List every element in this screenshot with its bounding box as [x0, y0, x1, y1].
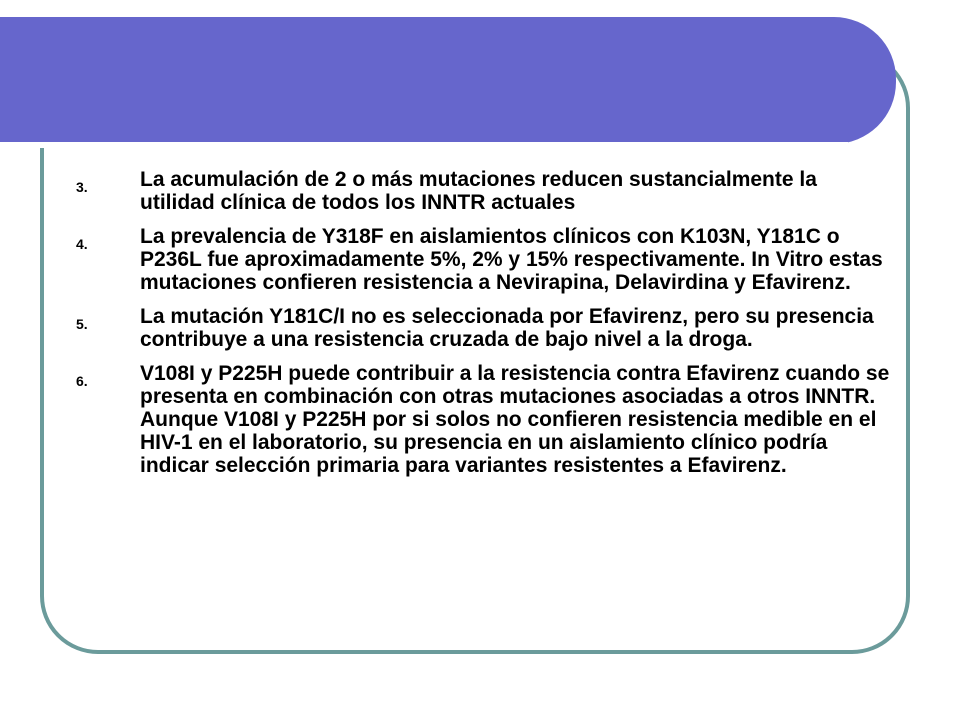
- item-number: 5.: [76, 316, 88, 332]
- item-number: 3.: [76, 179, 88, 195]
- item-number: 6.: [76, 373, 88, 389]
- item-text: La prevalencia de Y318F en aislamientos clínicos con K103N, Y181C o P236L fue aproximadamente 5%, 2% y 15% respectivamente. In Vitro estas mutaciones confieren resistencia a Nevirapina, Delavirdina y Efavirenz.: [140, 225, 883, 294]
- list-item: [76, 305, 896, 351]
- title-band: [0, 17, 896, 144]
- item-number: 4.: [76, 236, 88, 252]
- title-underline: [0, 142, 848, 148]
- list-item: [76, 362, 896, 477]
- list-item: [76, 225, 896, 294]
- numbered-list: [76, 168, 896, 488]
- item-text: V108I y P225H puede contribuir a la resistencia contra Efavirenz cuando se presenta en combinación con otras mutaciones asociadas a otros INNTR. Aunque V108I y P225H por si solos no confieren resistencia medible en el HIV-1 en el laboratorio, su presencia en un aislamiento clínico podría indicar selección primaria para variantes resistentes a Efavirenz.: [140, 362, 890, 477]
- list-item: [76, 168, 896, 214]
- item-text: La mutación Y181C/I no es seleccionada por Efavirenz, pero su presencia contribuye a una resistencia cruzada de bajo nivel a la droga.: [140, 305, 874, 351]
- item-text: La acumulación de 2 o más mutaciones reducen sustancialmente la utilidad clínica de todos los INNTR actuales: [140, 168, 817, 214]
